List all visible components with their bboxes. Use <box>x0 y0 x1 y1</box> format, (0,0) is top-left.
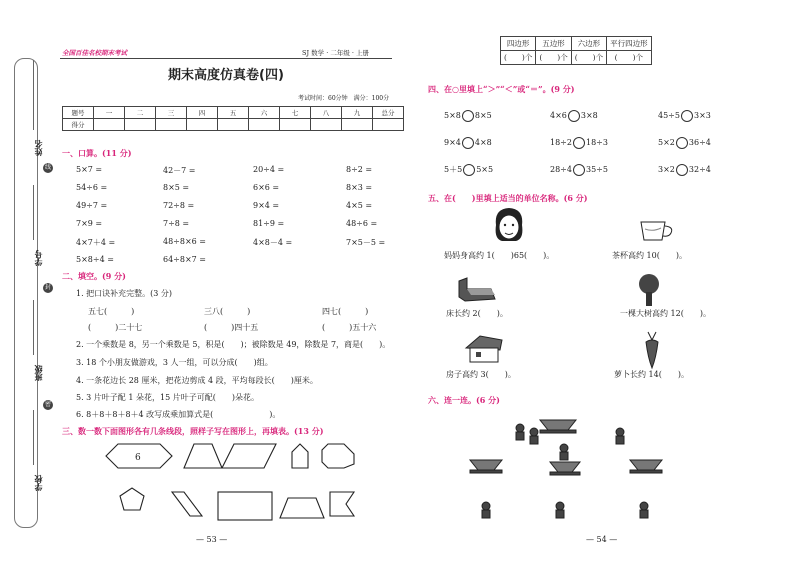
page-number-right: — 54 — <box>586 535 618 544</box>
mental-math-item[interactable]: 6×6 = <box>253 183 280 192</box>
score-table <box>62 106 404 131</box>
parallelogram-shape-2 <box>172 492 202 516</box>
compare-circle[interactable] <box>463 164 475 176</box>
compare-circle[interactable] <box>681 110 693 122</box>
radish-icon <box>640 330 664 370</box>
mental-math-item[interactable]: 81÷9 = <box>253 219 285 228</box>
score-cell[interactable] <box>342 119 373 131</box>
polygon-table <box>500 36 652 65</box>
compare-right: 8×5 <box>474 111 492 120</box>
score-cell[interactable] <box>125 119 156 131</box>
child-icon <box>482 502 490 518</box>
compare-right: 5×5 <box>476 165 494 174</box>
score-cell[interactable] <box>94 119 125 131</box>
question-6[interactable]: 6. 8＋8＋8＋8＋4 改写成乘加算式是( )。 <box>76 410 281 419</box>
compare-left: 28÷4 <box>550 165 572 174</box>
mental-math-item[interactable]: 4×8－4 = <box>253 238 293 247</box>
compare-item <box>658 137 711 149</box>
table-cell: 题号 <box>63 107 94 119</box>
class-label: 班级 <box>33 365 43 381</box>
compare-circle[interactable] <box>676 137 688 149</box>
compare-circle[interactable] <box>568 110 580 122</box>
unit-item-tree[interactable]: 一棵大树高约 12( )。 <box>620 309 711 318</box>
compare-circle[interactable] <box>462 110 474 122</box>
child-icon <box>516 424 524 440</box>
house-icon <box>462 332 506 366</box>
page-number-left: — 53 — <box>196 535 228 544</box>
unit-item-cup[interactable]: 茶杯高约 10( )。 <box>612 251 687 260</box>
unit-item-radish[interactable]: 萝卜长约 14( )。 <box>614 370 689 379</box>
compare-left: 3×2 <box>658 165 675 174</box>
table-cell: 八 <box>311 107 342 119</box>
teacup-icon <box>637 218 677 244</box>
mental-math-item[interactable]: 4×5 = <box>346 201 373 210</box>
table-cell: 四 <box>187 107 218 119</box>
compare-circle[interactable] <box>462 137 474 149</box>
table-cell[interactable]: ( )个 <box>501 51 536 65</box>
mental-math-item[interactable]: 49÷7 = <box>76 201 108 210</box>
section-1-title: 一、口算。(11 分) <box>62 148 132 158</box>
name-label: 姓名 <box>33 140 43 156</box>
table-cell: 得分 <box>63 119 94 131</box>
child-icon <box>640 502 648 518</box>
section-3-title: 三、数一数下面图形各有几条线段，照样子写在图形上，再填表。(13 分) <box>62 426 324 436</box>
table-cell: 一 <box>94 107 125 119</box>
compare-left: 5×8 <box>444 111 461 120</box>
compare-circle[interactable] <box>573 137 585 149</box>
child-icon <box>556 502 564 518</box>
polygon-table-row <box>501 51 652 65</box>
table-cell: 九 <box>342 107 373 119</box>
rectangle-shape <box>218 492 272 520</box>
question-4[interactable]: 4. 一条花边长 28 厘米，把花边剪成 4 段，平均每段长( )厘米。 <box>76 376 318 385</box>
compare-item <box>444 137 492 149</box>
table-cell: 总分 <box>373 107 404 119</box>
mental-math-item[interactable]: 54÷6 = <box>76 183 108 192</box>
school-line <box>33 410 34 465</box>
q1-blank-4[interactable]: ( )二十七 <box>88 323 143 332</box>
compare-item <box>550 110 598 122</box>
compare-left: 9×4 <box>444 138 461 147</box>
score-cell[interactable] <box>218 119 249 131</box>
exam-info: 考试时间：60分钟 满分：100分 <box>298 95 390 102</box>
q1-blank-3[interactable]: 四七( ) <box>322 307 369 316</box>
table-cell: 二 <box>125 107 156 119</box>
compare-item <box>658 110 711 122</box>
mental-math-item[interactable]: 5×7 = <box>76 165 103 174</box>
polygon-table-header <box>501 37 652 51</box>
mental-math-item[interactable]: 48÷6 = <box>346 219 378 228</box>
unit-item-house[interactable]: 房子高约 3( )。 <box>446 370 516 379</box>
series-label: 全国百佳名校期末考试 <box>62 49 127 57</box>
sculpture-icon <box>550 462 580 475</box>
unit-item-bed[interactable]: 床长约 2( )。 <box>446 309 508 318</box>
octagon-shape <box>322 444 354 468</box>
table-header: 六边形 <box>571 37 606 51</box>
table-cell: 五 <box>218 107 249 119</box>
question-2[interactable]: 2. 一个乘数是 8，另一个乘数是 5，积是( )；被除数是 49，除数是 7，商是( )。 <box>76 340 391 349</box>
mental-math-item[interactable]: 7÷8 = <box>163 219 190 228</box>
trapezoid-shape <box>184 444 222 468</box>
trapezoid-shape-2 <box>280 498 324 518</box>
q1-blank-2[interactable]: 三八( ) <box>204 307 251 316</box>
score-cell[interactable] <box>373 119 404 131</box>
question-3[interactable]: 3. 18 个小朋友做游戏，3 人一组，可以分成( )组。 <box>76 358 273 367</box>
table-cell[interactable]: ( )个 <box>536 51 571 65</box>
mental-math-item[interactable]: 8×3 = <box>346 183 373 192</box>
compare-circle[interactable] <box>573 164 585 176</box>
compare-left: 45÷5 <box>658 111 680 120</box>
mental-math-item[interactable]: 72÷8 = <box>163 201 195 210</box>
q1-blank-1[interactable]: 五七( ) <box>88 307 135 316</box>
compare-right: 18÷3 <box>585 138 608 147</box>
tree-icon <box>636 272 662 308</box>
header-rule <box>60 58 392 59</box>
sculpture-icon <box>630 460 662 473</box>
binding-margin <box>14 58 38 528</box>
q1-blank-5[interactable]: ( )四十五 <box>204 323 259 332</box>
score-table-row <box>63 119 404 131</box>
compare-right: 32÷4 <box>688 165 711 174</box>
page-title: 期末高度仿真卷(四) <box>168 68 284 83</box>
section-6-title: 六、连一连。(6 分) <box>428 395 500 405</box>
mental-math-item[interactable]: 64÷8×7 = <box>163 255 207 264</box>
mental-math-item[interactable]: 48÷8×6 = <box>163 237 207 246</box>
unit-item-mother[interactable]: 妈妈身高约 1( )65( )。 <box>444 251 555 260</box>
compare-right: 36÷4 <box>688 138 711 147</box>
compare-item <box>444 110 492 122</box>
child-icon <box>530 428 538 444</box>
compare-right: 3×8 <box>580 111 598 120</box>
sculpture-icon <box>470 460 502 473</box>
mental-math-item[interactable]: 8÷2 = <box>346 165 373 174</box>
mother-face-icon <box>490 205 528 245</box>
table-header: 四边形 <box>501 37 536 51</box>
mental-math-item[interactable]: 8×5 = <box>163 183 190 192</box>
mental-math-item[interactable]: 5×8÷4 = <box>76 255 114 264</box>
compare-item <box>444 164 493 176</box>
compare-left: 5＋5 <box>444 165 463 174</box>
compare-right: 3×3 <box>693 111 711 120</box>
compare-item <box>550 164 608 176</box>
compare-item <box>658 164 711 176</box>
section-5-title: 五、在( )里填上适当的单位名称。(6 分) <box>428 193 588 203</box>
pentagon-shape <box>120 488 144 510</box>
q1-blank-6[interactable]: ( )五十六 <box>322 323 377 332</box>
mental-math-item[interactable]: 7×9 = <box>76 219 103 228</box>
mental-math-item[interactable]: 9×4 = <box>253 201 280 210</box>
header-subject: SJ 数学 · 二年级 · 上册 <box>302 49 370 57</box>
table-cell[interactable]: ( )个 <box>571 51 606 65</box>
class-line <box>33 300 34 355</box>
connect-figure <box>460 410 690 530</box>
table-cell: 三 <box>156 107 187 119</box>
seal-line-mark: 线 <box>44 164 51 171</box>
compare-item <box>550 137 608 149</box>
question-1: 1. 把口诀补充完整。(3 分) <box>76 289 173 298</box>
hexagon-count: 6 <box>135 453 141 463</box>
table-header: 平行四边形 <box>607 37 652 51</box>
flag-shape <box>330 492 354 516</box>
table-cell: 七 <box>280 107 311 119</box>
compare-right: 4×8 <box>474 138 492 147</box>
mental-math-item[interactable]: 42－7 = <box>163 166 196 175</box>
mental-math-item[interactable]: 7×5－5 = <box>346 238 386 247</box>
section-4-title: 四、在○里填上“＞”“＜”或“＝”。(9 分) <box>428 84 575 94</box>
score-cell[interactable] <box>249 119 280 131</box>
bed-icon <box>455 275 497 305</box>
compare-left: 5×2 <box>658 138 675 147</box>
student-id-label: 学号 <box>33 250 43 266</box>
name-line <box>33 60 34 130</box>
id-line <box>33 185 34 240</box>
school-label: 学校 <box>33 475 43 491</box>
shapes-figure <box>98 440 368 530</box>
table-header: 五边形 <box>536 37 571 51</box>
compare-left: 4×6 <box>550 111 567 120</box>
table-cell[interactable]: ( )个 <box>607 51 652 65</box>
table-cell: 六 <box>249 107 280 119</box>
compare-left: 18÷2 <box>550 138 572 147</box>
score-cell[interactable] <box>280 119 311 131</box>
mental-math-item[interactable]: 20÷4 = <box>253 165 285 174</box>
compare-circle[interactable] <box>676 164 688 176</box>
house-pentagon-shape <box>292 444 308 468</box>
score-table-row <box>63 107 404 119</box>
secret-mark: 密 <box>44 401 51 408</box>
section-2-title: 二、填空。(9 分) <box>62 271 126 281</box>
sculpture-icon <box>540 420 576 433</box>
score-cell[interactable] <box>187 119 218 131</box>
compare-right: 35÷5 <box>585 165 608 174</box>
score-cell[interactable] <box>156 119 187 131</box>
parallelogram-shape <box>222 444 276 468</box>
child-icon <box>560 444 568 460</box>
question-5[interactable]: 5. 3 片叶子配 1 朵花，15 片叶子可配( )朵花。 <box>76 393 259 402</box>
score-cell[interactable] <box>311 119 342 131</box>
child-icon <box>616 428 624 444</box>
seal-mark: 封 <box>44 284 51 291</box>
mental-math-item[interactable]: 4×7＋4 = <box>76 238 116 247</box>
